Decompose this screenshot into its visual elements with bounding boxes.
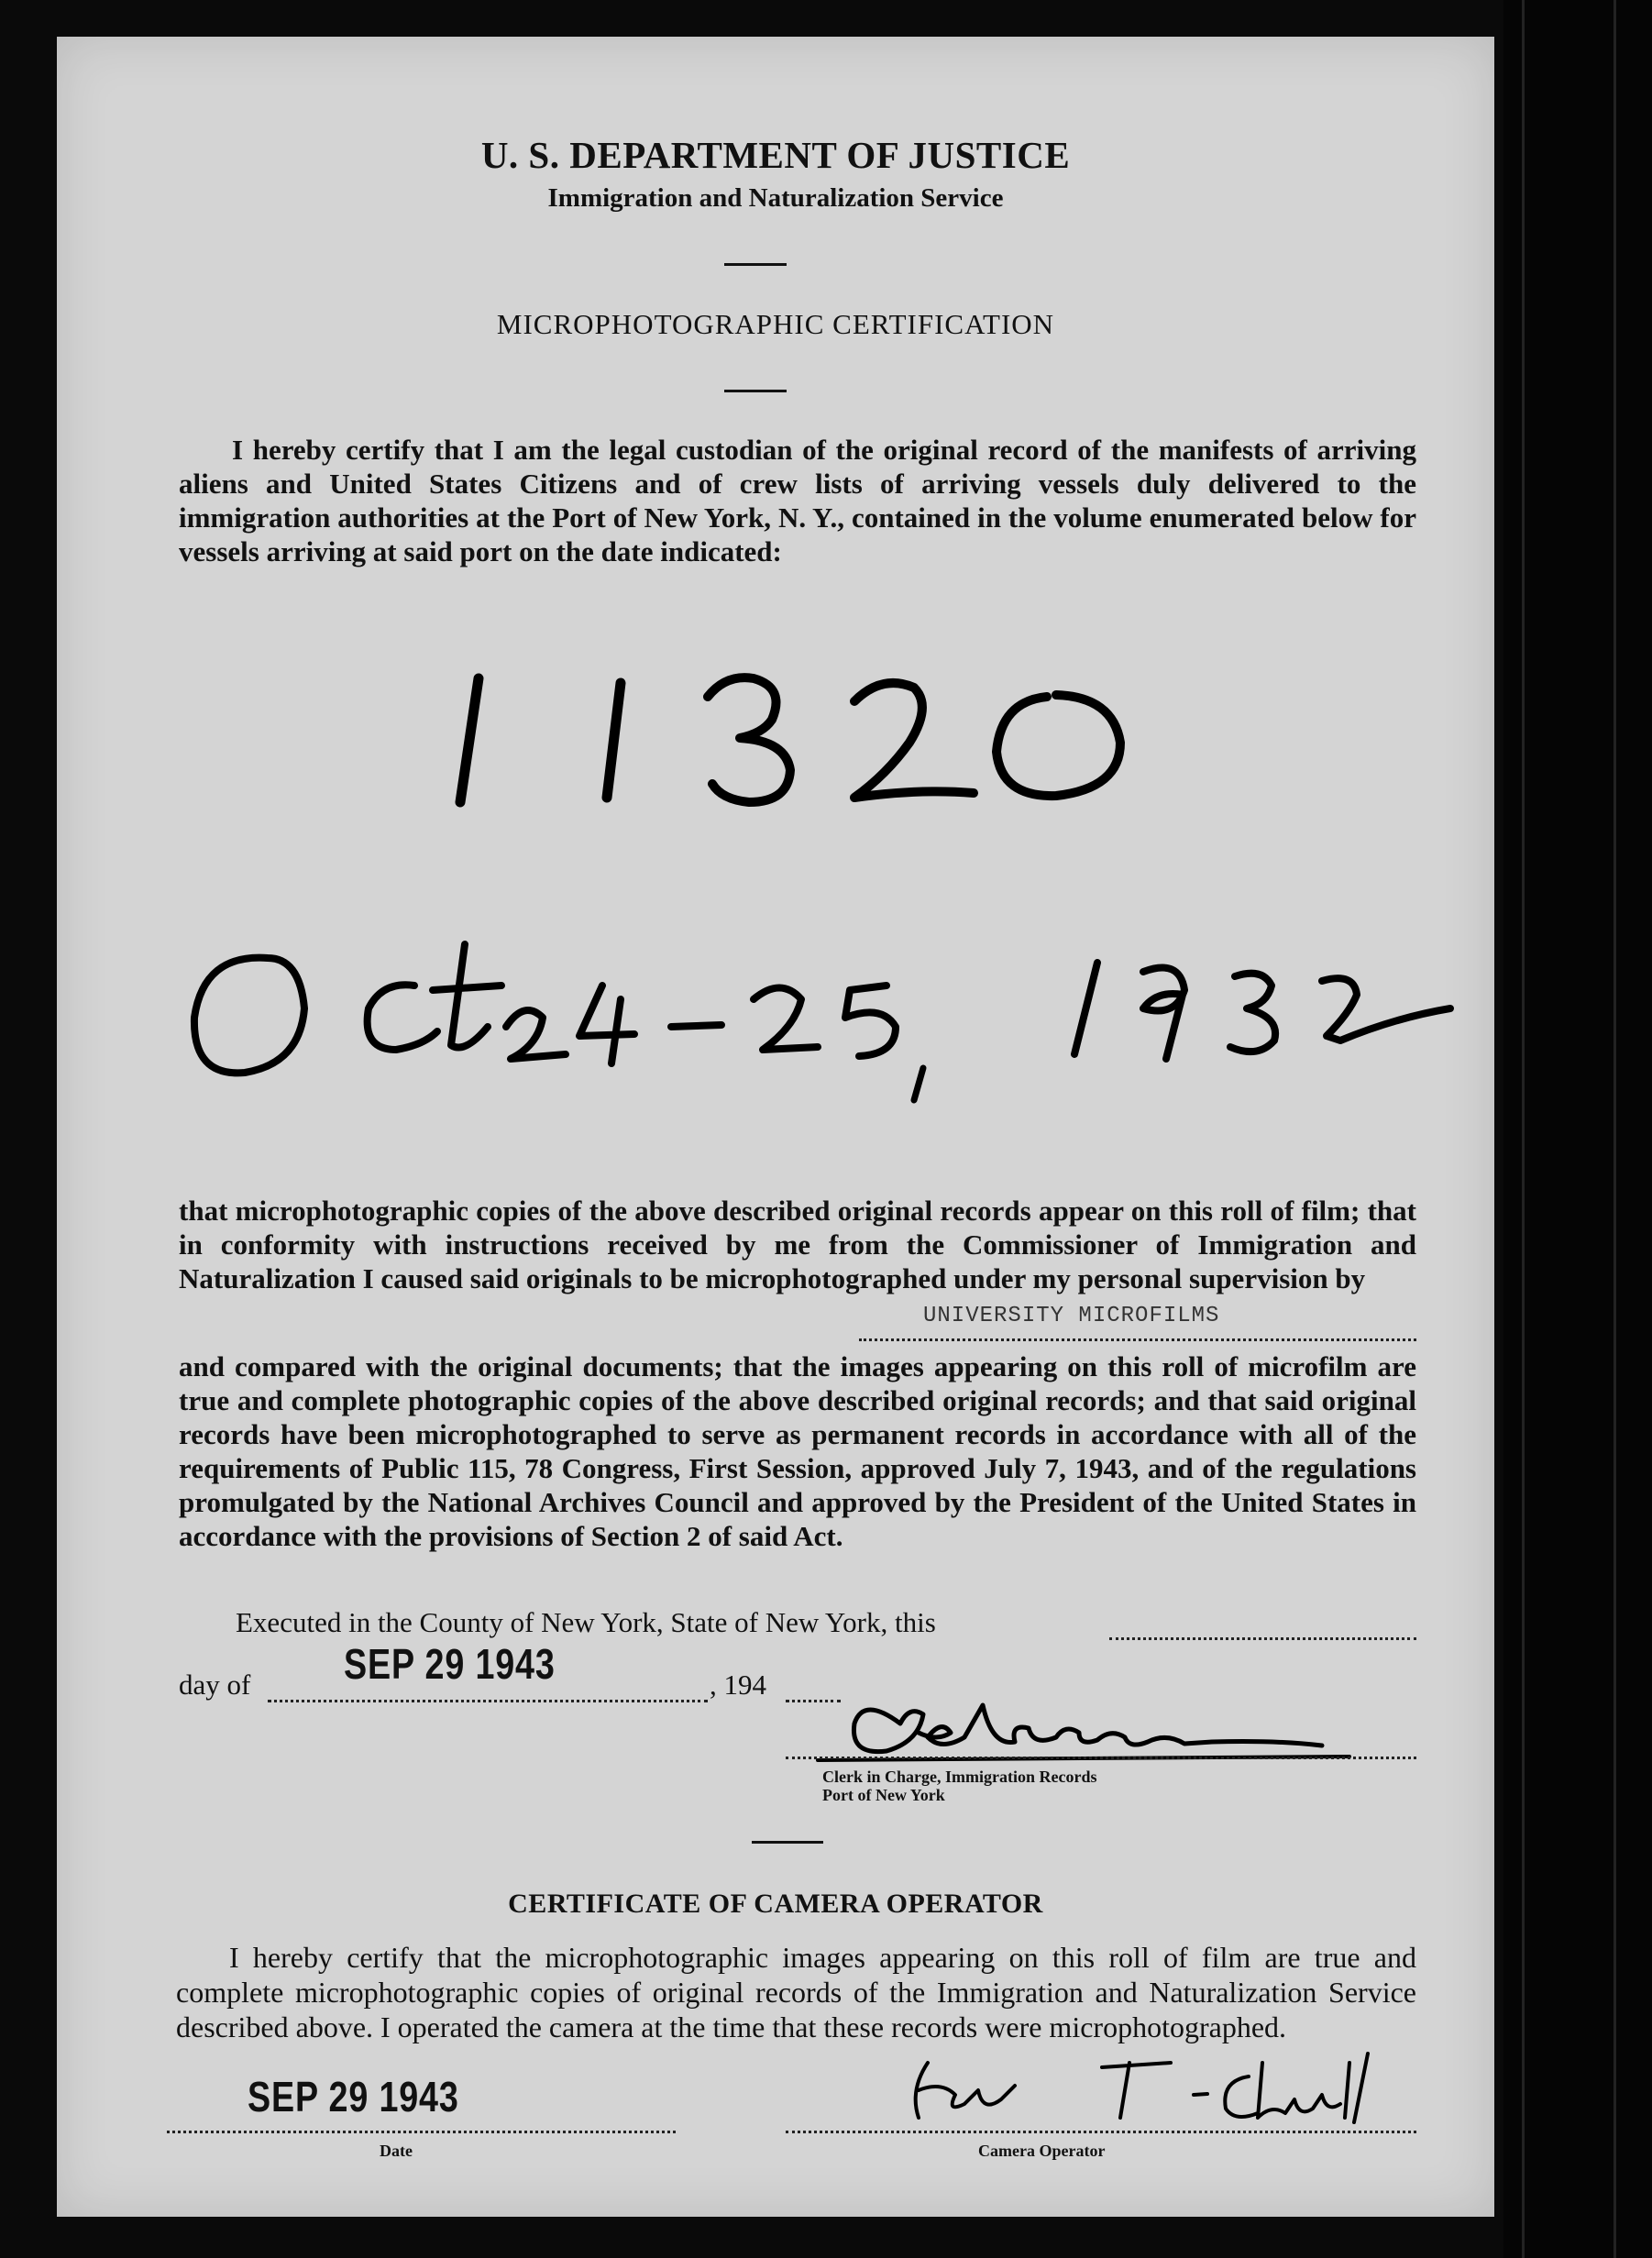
- film-border-line: [1613, 0, 1616, 2258]
- camera-certificate-text: [176, 1940, 1416, 2044]
- day-of-dotted-line: [268, 1700, 708, 1702]
- copies-statement: [179, 1194, 1416, 1295]
- year-dotted-line: [786, 1700, 841, 1702]
- photographer-stamp: UNIVERSITY MICROFILMS: [923, 1304, 1220, 1328]
- custodian-statement: [179, 433, 1416, 568]
- department-heading: U. S. DEPARTMENT OF JUSTICE: [480, 134, 1071, 176]
- copies-statement-part1: that microphotographic copies of the above described original records appear on this roll of film; that in conformity with instructions received by me from the Commissioner of Immigration and Naturalization I caused said originals to be microphotographed under my personal supervision by: [179, 1195, 1416, 1294]
- clerk-title-line2: Port of New York: [822, 1786, 945, 1804]
- film-border-line: [1522, 0, 1525, 2258]
- certificate-page: [57, 37, 1494, 2217]
- camera-certificate-title: CERTIFICATE OF CAMERA OPERATOR: [508, 1889, 1043, 1919]
- date-stamp-camera: SEP 29 1943: [248, 2073, 459, 2120]
- camera-certificate-statement: I hereby certify that the microphotographic images appearing on this roll of film are true and complete microphotographic copies of original records of the Immigration and Naturalization Service described above. I operated the camera at the time that these records were microphotographed.: [176, 1941, 1416, 2043]
- copies-statement-part2: and compared with the original documents; that the images appearing on this roll of microfilm are true and complete photographic copies of the above described original records; and that said original records have been microphotographed to serve as permanent records in accordance with all of the requirements of Public 115, 78 Congress, First Session, approved July 7, 1943, and of the regulations promulgated by the National Archives Council and approved by the President of the United States in accordance with the provisions of Section 2 of said Act.: [179, 1350, 1416, 1552]
- clerk-signature: [781, 1669, 1423, 1779]
- date-dotted-line: [167, 2131, 676, 2133]
- camera-operator-dotted-line: [786, 2131, 1416, 2133]
- clerk-title-line1: Clerk in Charge, Immigration Records: [822, 1768, 1097, 1786]
- day-of-label: day of: [179, 1669, 251, 1701]
- copies-statement-continued: [179, 1349, 1416, 1553]
- date-label: Date: [380, 2142, 413, 2160]
- handwritten-volume-number: [424, 623, 1230, 825]
- executed-day-dotted-line: [1109, 1637, 1416, 1640]
- camera-operator-label: Camera Operator: [978, 2142, 1106, 2160]
- clerk-title: [822, 1768, 1096, 1804]
- date-stamp-executed: SEP 29 1943: [344, 1640, 556, 1688]
- title-divider: [724, 390, 787, 392]
- film-frame-edge: [1503, 0, 1652, 2258]
- section-divider: [752, 1841, 823, 1844]
- header-divider: [724, 263, 787, 266]
- service-subheading: Immigration and Naturalization Service: [547, 183, 1004, 213]
- form-title: MICROPHOTOGRAPHIC CERTIFICATION: [496, 308, 1055, 340]
- clerk-signature-dotted-line: [786, 1757, 1416, 1759]
- photographer-dotted-line: [859, 1338, 1416, 1341]
- executed-text: Executed in the County of New York, State of New York, this: [236, 1606, 936, 1638]
- year-prefix: , 194: [710, 1669, 766, 1701]
- handwritten-date-range: [149, 898, 1487, 1118]
- custodian-statement-text: I hereby certify that I am the legal custodian of the original record of the manifests of arriving aliens and United States Citizens and of crew lists of arriving vessels duly delivered to the immigration authorities at the Port of New York, N. Y., contained in the volume enumerated below for vessels arriving at said port on the date indicated:: [179, 434, 1416, 567]
